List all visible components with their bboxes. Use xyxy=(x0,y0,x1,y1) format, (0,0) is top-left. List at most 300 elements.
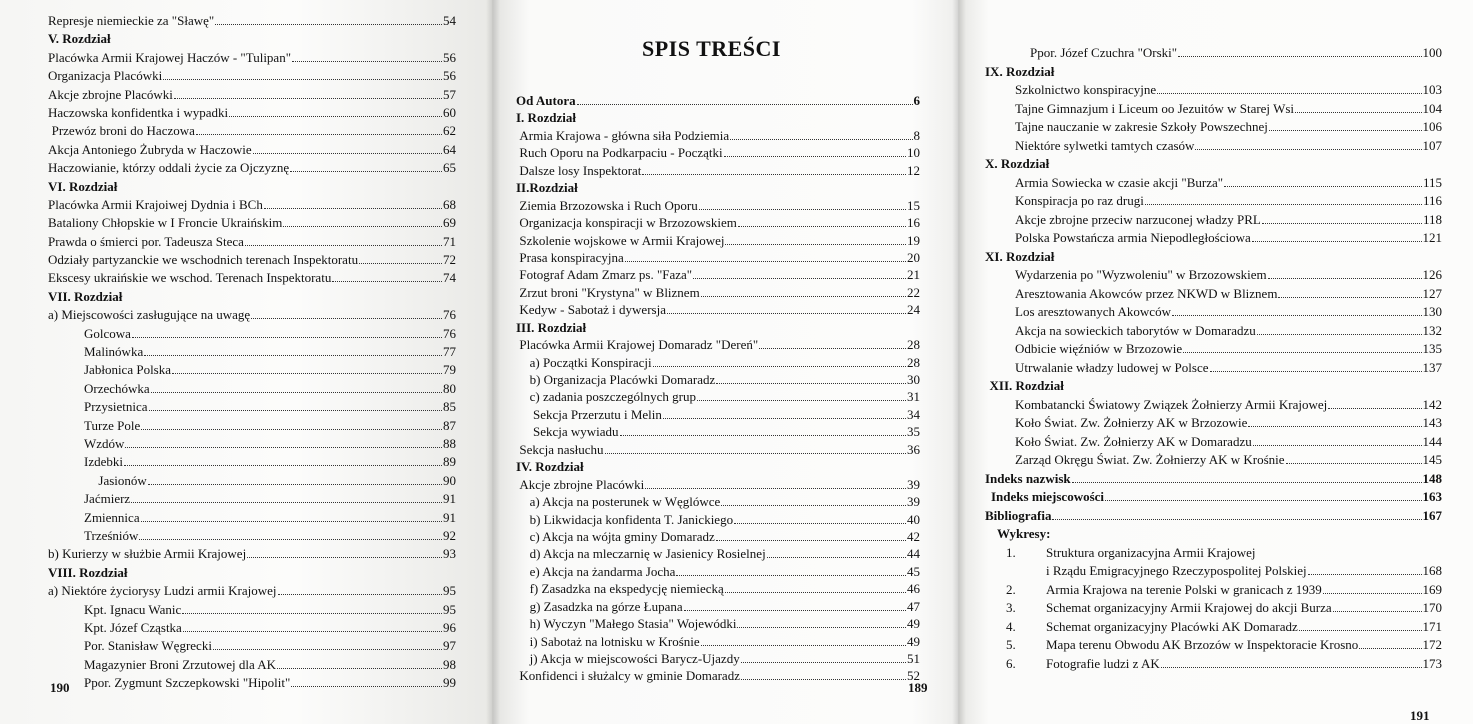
toc-entry-page: 10 xyxy=(907,145,920,161)
toc-entry xyxy=(48,398,456,416)
toc-entry xyxy=(48,343,456,361)
toc-dot-leader xyxy=(141,520,442,522)
toc-dot-leader xyxy=(1157,92,1421,94)
toc-list-right xyxy=(985,44,1442,673)
toc-entry-page: 76 xyxy=(443,325,456,341)
toc-entry-title: III. Rozdział xyxy=(516,319,587,335)
toc-entry xyxy=(985,118,1442,137)
toc-heading xyxy=(985,488,1442,507)
toc-dot-leader xyxy=(245,244,442,246)
toc-entry xyxy=(516,563,920,580)
toc-entry-title: Akcje zbrojne Placówki xyxy=(519,476,645,492)
toc-dot-leader xyxy=(1145,203,1422,205)
toc-entry-page: 40 xyxy=(907,511,920,527)
toc-dot-leader xyxy=(605,452,906,454)
toc-list-left xyxy=(48,12,456,692)
toc-entry xyxy=(985,192,1442,211)
toc-entry-title: Akcje zbrojne Placówki xyxy=(48,86,173,102)
toc-entry-page: 28 xyxy=(907,337,920,353)
toc-entry-page: 97 xyxy=(443,638,456,654)
toc-dot-leader xyxy=(125,446,442,448)
toc-entry-title: Akcja Antoniego Żubryda w Haczowie xyxy=(48,141,252,157)
toc-dot-leader xyxy=(332,280,442,282)
toc-dot-leader xyxy=(716,539,906,541)
toc-entry xyxy=(48,196,456,214)
toc-entry xyxy=(985,303,1442,322)
toc-dot-leader xyxy=(1248,425,1421,427)
toc-entry-title: Konfidenci i służalcy w gminie Domaradz xyxy=(519,668,740,684)
toc-dot-leader xyxy=(667,312,906,314)
toc-entry-page: 16 xyxy=(907,215,920,231)
toc-dot-leader xyxy=(1195,148,1421,150)
toc-entry-page: 49 xyxy=(907,616,920,632)
toc-entry xyxy=(516,476,920,493)
toc-dot-leader xyxy=(734,522,906,524)
toc-entry xyxy=(985,618,1442,637)
toc-dot-leader xyxy=(730,138,912,140)
toc-entry xyxy=(48,159,456,177)
toc-entry-page: 115 xyxy=(1422,174,1442,190)
toc-entry-title: Sekcja nasłuchu xyxy=(519,441,604,457)
toc-entry xyxy=(48,435,456,453)
toc-entry-title: Wykresy: xyxy=(997,526,1051,541)
toc-entry-title: Sekcja wywiadu xyxy=(533,424,619,440)
toc-heading xyxy=(985,63,1442,82)
toc-entry-page: 69 xyxy=(443,215,456,231)
toc-entry-page: 77 xyxy=(443,344,456,360)
toc-entry xyxy=(48,86,456,104)
toc-entry-title: Jasionów xyxy=(98,472,147,488)
toc-entry-title: b) Organizacja Placówki Domaradz xyxy=(529,372,716,387)
toc-dot-leader xyxy=(124,464,442,466)
toc-entry xyxy=(48,674,456,692)
toc-entry-page: 104 xyxy=(1422,100,1442,116)
toc-entry-title: Ppor. Józef Czuchra "Orski" xyxy=(1030,45,1178,60)
toc-entry-page: 96 xyxy=(443,619,456,635)
toc-entry xyxy=(516,232,920,249)
toc-entry-page: 64 xyxy=(443,141,456,157)
toc-entry-title: Bataliony Chłopskie w I Froncie Ukraińskim xyxy=(48,215,283,231)
toc-entry-title: V. Rozdział xyxy=(48,31,111,47)
toc-entry-page: 72 xyxy=(443,252,456,268)
toc-entry-title: Ruch Oporu na Podkarpaciu - Początki xyxy=(519,145,723,161)
toc-dot-leader xyxy=(1323,592,1422,594)
toc-entry-title: Orzechówka xyxy=(84,380,150,396)
toc-entry-title: Golcowa xyxy=(84,325,131,341)
toc-entry-title: Mapa terenu Obwodu AK Brzozów w Inspektoracie Krosno xyxy=(1046,637,1359,652)
toc-entry-title: Indeks miejscowości xyxy=(991,489,1105,504)
toc-entry-title: Ppor. Zygmunt Szczepkowski "Hipolit" xyxy=(84,675,291,691)
toc-dot-leader xyxy=(1172,314,1422,316)
toc-entry xyxy=(516,493,920,510)
toc-dot-leader xyxy=(141,428,442,430)
toc-entry xyxy=(48,67,456,85)
toc-entry xyxy=(985,322,1442,341)
toc-dot-leader xyxy=(1052,518,1421,520)
toc-dot-leader xyxy=(737,626,906,628)
toc-entry-page: 170 xyxy=(1422,600,1442,615)
toc-entry-title: Trześniów xyxy=(84,527,139,543)
toc-entry-title: Placówka Armii Krajowej Haczów - "Tulipan" xyxy=(48,49,292,65)
toc-entry xyxy=(48,104,456,122)
toc-entry-title: Polska Powstańcza armia Niepodległościowa xyxy=(1015,230,1251,245)
toc-entry xyxy=(516,371,920,388)
toc-entry xyxy=(48,509,456,527)
toc-dot-leader xyxy=(738,225,906,227)
toc-entry-title: Od Autora xyxy=(516,93,576,108)
toc-entry xyxy=(48,453,456,471)
toc-entry-page: 127 xyxy=(1422,285,1442,301)
toc-entry-title: Turze Pole xyxy=(84,417,141,433)
toc-entry xyxy=(48,601,456,619)
toc-dot-leader xyxy=(290,170,442,172)
toc-entry-page: 76 xyxy=(443,307,456,323)
toc-entry xyxy=(985,451,1442,470)
toc-entry-page: 65 xyxy=(443,160,456,176)
toc-entry-page: 28 xyxy=(907,354,920,370)
toc-entry-page: 71 xyxy=(443,233,456,249)
toc-entry-title: Utrwalanie władzy ludowej w Polsce xyxy=(1015,359,1209,375)
toc-dot-leader xyxy=(1286,462,1422,464)
toc-entry xyxy=(48,122,456,140)
toc-heading xyxy=(985,525,1442,544)
left-page-190 xyxy=(0,0,492,724)
toc-list-center xyxy=(516,92,920,685)
toc-entry-title: a) Akcja na posterunek w Węglówce xyxy=(529,494,721,510)
toc-entry-number: 2. xyxy=(1006,581,1016,597)
toc-dot-leader xyxy=(1257,333,1422,335)
toc-entry xyxy=(985,359,1442,378)
toc-entry-title: Struktura organizacyjna Armii Krajowej xyxy=(1046,544,1256,560)
toc-dot-leader xyxy=(1299,629,1422,631)
toc-entry-title: VIII. Rozdział xyxy=(48,564,128,580)
toc-entry-title: Fotograf Adam Zmarz ps. "Faza" xyxy=(519,267,693,283)
toc-entry-title: Placówka Armii Krajoiwej Dydnia i BCh xyxy=(48,196,263,212)
toc-entry xyxy=(985,229,1442,248)
toc-entry-page: 98 xyxy=(443,656,456,672)
toc-entry-page: 54 xyxy=(443,13,456,28)
toc-heading xyxy=(985,507,1442,526)
toc-entry-title: XI. Rozdział xyxy=(985,248,1055,264)
toc-dot-leader xyxy=(1359,647,1421,649)
toc-entry-page: 95 xyxy=(443,583,456,599)
toc-entry xyxy=(985,433,1442,452)
toc-dot-leader xyxy=(1161,666,1422,668)
toc-entry xyxy=(48,306,456,324)
toc-entry-number: 1. xyxy=(1006,544,1016,560)
toc-entry xyxy=(48,12,456,30)
toc-entry-page: 56 xyxy=(443,49,456,65)
toc-dot-leader xyxy=(292,60,442,62)
toc-entry xyxy=(48,49,456,67)
toc-entry xyxy=(516,615,920,632)
toc-entry-page: 144 xyxy=(1422,433,1442,449)
toc-dot-leader xyxy=(183,630,442,632)
toc-dot-leader xyxy=(163,78,442,80)
page-number-left: 190 xyxy=(50,680,70,695)
toc-entry xyxy=(516,354,920,371)
toc-entry-page: 167 xyxy=(1422,507,1442,523)
toc-entry-page: 60 xyxy=(443,104,456,120)
toc-heading xyxy=(48,288,456,306)
toc-entry-page: 95 xyxy=(443,601,456,617)
toc-entry-page: 172 xyxy=(1422,637,1442,652)
toc-heading xyxy=(516,179,920,196)
toc-entry-title: b) Kurierzy w służbie Armii Krajowej xyxy=(48,546,247,562)
toc-entry-page: 121 xyxy=(1422,230,1442,245)
toc-entry-page: 51 xyxy=(907,651,920,666)
toc-entry-title: Kombatancki Światowy Związek Żołnierzy Armii Krajowej xyxy=(1015,396,1328,412)
toc-entry xyxy=(516,144,920,161)
toc-entry-page: 36 xyxy=(907,441,920,457)
toc-dot-leader xyxy=(724,155,906,157)
page-number-center: 189 xyxy=(908,680,928,695)
toc-dot-leader xyxy=(144,354,442,356)
toc-entry-title: Prasa konspiracyjna xyxy=(519,249,624,265)
toc-dot-leader xyxy=(264,207,442,209)
toc-entry-title: II.Rozdział xyxy=(516,180,578,196)
toc-entry-page: 68 xyxy=(443,196,456,212)
toc-dot-leader xyxy=(1252,240,1422,242)
toc-entry-title: i Rządu Emigracyjnego Rzeczypospolitej Polskiej xyxy=(1046,563,1307,578)
toc-dot-leader xyxy=(1333,610,1422,612)
toc-entry xyxy=(516,650,920,667)
toc-entry-page: 39 xyxy=(907,476,920,492)
toc-entry-page: 12 xyxy=(907,162,920,178)
toc-heading xyxy=(985,155,1442,174)
toc-entry xyxy=(516,598,920,615)
toc-entry-title: Placówka Armii Krajowej Domaradz "Dereń" xyxy=(519,337,759,353)
toc-dot-leader xyxy=(699,208,906,210)
toc-entry-title: a) Miejscowości zasługujące na uwagę xyxy=(48,307,251,323)
toc-dot-leader xyxy=(620,434,906,436)
toc-entry-title: Szkolnictwo konspiracyjne xyxy=(1015,82,1157,97)
toc-dot-leader xyxy=(213,648,442,650)
toc-entry xyxy=(516,336,920,353)
toc-entry-title: Armia Krajowa na terenie Polski w granicach z 1939 xyxy=(1046,581,1322,597)
toc-entry xyxy=(516,162,920,179)
toc-entry xyxy=(516,249,920,266)
toc-entry-page: 130 xyxy=(1422,304,1442,319)
toc-entry-page: 57 xyxy=(443,86,456,102)
toc-entry-title: Los aresztowanych Akowców xyxy=(1015,304,1171,319)
toc-dot-leader xyxy=(701,295,906,297)
toc-entry-page: 92 xyxy=(443,527,456,543)
toc-entry xyxy=(48,417,456,435)
toc-entry xyxy=(516,197,920,214)
toc-entry-page: 31 xyxy=(907,389,920,405)
toc-entry-page: 39 xyxy=(907,494,920,510)
toc-entry xyxy=(516,127,920,144)
toc-dot-leader xyxy=(676,574,906,576)
toc-entry-page: 91 xyxy=(443,509,456,525)
toc-heading xyxy=(516,319,920,336)
toc-dot-leader xyxy=(693,277,906,279)
toc-dot-leader xyxy=(725,243,906,245)
toc-entry-page: 35 xyxy=(907,424,920,440)
toc-entry-page: 171 xyxy=(1422,618,1442,634)
toc-dot-leader xyxy=(1268,277,1422,279)
toc-entry-page: 103 xyxy=(1422,82,1442,97)
toc-entry-title: Koło Świat. Zw. Żołnierzy AK w Brzozowie xyxy=(1015,415,1248,430)
toc-entry-title: VII. Rozdział xyxy=(48,288,123,304)
toc-dot-leader xyxy=(1262,222,1422,224)
toc-dot-leader xyxy=(625,260,906,262)
toc-entry-title: h) Wyczyn "Małego Stasia" Wojewódki xyxy=(529,616,737,632)
toc-entry xyxy=(48,527,456,545)
toc-dot-leader xyxy=(253,152,442,154)
toc-dot-leader xyxy=(151,391,442,393)
toc-dot-leader xyxy=(291,685,442,687)
toc-entry-page: 24 xyxy=(907,302,920,318)
toc-entry xyxy=(516,441,920,458)
toc-dot-leader xyxy=(759,347,906,349)
toc-dot-leader xyxy=(1328,407,1421,409)
toc-entry xyxy=(985,655,1442,674)
toc-entry-page: 126 xyxy=(1422,267,1442,282)
toc-entry xyxy=(516,528,920,545)
toc-entry-page: 148 xyxy=(1422,470,1442,486)
toc-entry xyxy=(985,396,1442,415)
toc-dot-leader xyxy=(283,225,442,227)
toc-entry-title: Kedyw - Sabotaż i dywersja xyxy=(519,302,666,318)
toc-entry-page: 56 xyxy=(443,68,456,84)
toc-entry-title: Indeks nazwisk xyxy=(985,470,1071,486)
toc-entry-number: 4. xyxy=(1006,618,1016,634)
right-page-191 xyxy=(958,0,1473,724)
toc-dot-leader xyxy=(172,372,442,374)
toc-entry-title: Akcja na sowieckich taborytów w Domaradzu xyxy=(1015,322,1256,338)
toc-dot-leader xyxy=(196,133,442,135)
toc-entry-title: Organizacja Placówki xyxy=(48,68,163,84)
toc-entry xyxy=(48,141,456,159)
toc-entry-title: g) Zasadzka na górze Łupana xyxy=(529,598,683,614)
toc-dot-leader xyxy=(1295,111,1421,113)
toc-entry-page: 21 xyxy=(907,267,920,283)
toc-entry-title: Aresztowania Akowców przez NKWD w Bliznem xyxy=(1015,285,1278,301)
toc-entry xyxy=(516,667,920,684)
toc-entry-page: 143 xyxy=(1422,415,1442,430)
toc-entry xyxy=(985,581,1442,600)
toc-entry-title: Zmiennica xyxy=(84,509,140,525)
toc-entry xyxy=(48,472,456,490)
toc-entry-title: Represje niemieckie za "Sławę" xyxy=(48,13,215,28)
toc-entry-title: Malinówka xyxy=(84,344,144,360)
toc-entry-page: 173 xyxy=(1422,655,1442,671)
toc-entry-title: Zrzut broni "Krystyna" w Bliznem xyxy=(519,284,700,300)
toc-dot-leader xyxy=(1308,573,1422,575)
toc-entry-title: Armia Krajowa - główna siła Podziemia xyxy=(519,127,730,143)
toc-entry xyxy=(48,380,456,398)
toc-dot-leader xyxy=(251,317,442,319)
toc-entry xyxy=(985,211,1442,230)
toc-entry-page: 79 xyxy=(443,362,456,378)
toc-entry-page: 30 xyxy=(907,372,920,387)
toc-dot-leader xyxy=(131,501,442,503)
toc-entry xyxy=(48,637,456,655)
toc-entry-page: 42 xyxy=(907,528,920,544)
page-title: SPIS TREŚCI xyxy=(642,36,781,61)
toc-entry-title: f) Zasadzka na ekspedycję niemiecką xyxy=(529,581,724,597)
toc-entry-title: Dalsze losy Inspektorat xyxy=(519,162,642,178)
toc-entry-title: Odziały partyzanckie we wschodnich terenach Inspektoratu xyxy=(48,252,359,268)
toc-entry xyxy=(985,44,1442,63)
toc-dot-leader xyxy=(767,556,906,558)
toc-entry-title: Armia Sowiecka w czasie akcji "Burza" xyxy=(1015,174,1224,190)
toc-dot-leader xyxy=(1253,444,1422,446)
toc-entry-title: Izdebki xyxy=(84,454,123,470)
toc-heading xyxy=(985,377,1442,396)
toc-entry-title: Magazynier Broni Zrzutowej dla AK xyxy=(84,656,277,672)
toc-heading xyxy=(48,564,456,582)
toc-entry xyxy=(516,580,920,597)
center-page-189 xyxy=(492,0,958,724)
toc-entry-title: b) Likwidacja konfidenta T. Janickiego xyxy=(529,511,734,527)
toc-entry-title: Haczowianie, którzy oddali życie za Ojczyznę xyxy=(48,160,290,176)
toc-entry xyxy=(985,81,1442,100)
toc-entry-page: 142 xyxy=(1422,396,1442,412)
toc-entry-page: 85 xyxy=(443,399,456,415)
toc-entry-number: 6. xyxy=(1006,655,1016,671)
toc-dot-leader xyxy=(247,556,442,558)
toc-entry-title: Kpt. Ignacu Wanic xyxy=(84,601,182,617)
toc-entry-title: Kpt. Józef Cząstka xyxy=(84,619,182,635)
toc-dot-leader xyxy=(684,609,906,611)
toc-dot-leader xyxy=(182,612,442,614)
toc-entry xyxy=(985,562,1442,581)
toc-entry-page: 169 xyxy=(1422,581,1442,597)
toc-dot-leader xyxy=(174,97,442,99)
toc-entry xyxy=(516,266,920,283)
toc-entry xyxy=(985,266,1442,285)
toc-entry-title: a) Niektóre życiorysy Ludzi armii Krajowej xyxy=(48,583,277,599)
toc-entry xyxy=(48,545,456,563)
toc-entry-page: 62 xyxy=(443,123,456,139)
toc-entry-page: 46 xyxy=(907,581,920,597)
toc-entry-title: Sekcja Przerzutu i Melin xyxy=(533,406,662,422)
toc-entry xyxy=(48,325,456,343)
page-number-right: 191 xyxy=(1410,708,1430,723)
toc-entry-page: 74 xyxy=(443,270,456,286)
toc-dot-leader xyxy=(1224,185,1422,187)
toc-entry-title: Niektóre sylwetki tamtych czasów xyxy=(1015,137,1195,153)
toc-entry-page: 145 xyxy=(1422,452,1442,467)
toc-dot-leader xyxy=(359,262,442,264)
toc-entry-title: j) Akcja w miejscowości Barycz-Ujazdy xyxy=(529,651,740,666)
toc-dot-leader xyxy=(277,667,442,669)
toc-dot-leader xyxy=(229,115,442,117)
toc-entry xyxy=(985,100,1442,119)
toc-dot-leader xyxy=(577,103,913,105)
toc-entry-page: 87 xyxy=(443,417,456,433)
toc-entry-title: Konspiracja po raz drugi xyxy=(1015,193,1144,208)
toc-entry-page: 20 xyxy=(907,249,920,265)
toc-entry xyxy=(48,269,456,287)
toc-entry-title: Zarząd Okręgu Świat. Zw. Żołnierzy AK w Krośnie xyxy=(1015,452,1285,467)
toc-entry xyxy=(516,214,920,231)
toc-entry-title: VI. Rozdział xyxy=(48,178,118,194)
toc-entry-page: 22 xyxy=(907,284,920,300)
toc-entry-title: a) Początki Konspiracji xyxy=(529,354,652,370)
toc-entry-title: Akcje zbrojne przeciw narzuconej władzy PRL xyxy=(1015,211,1261,227)
toc-entry-title: Wzdów xyxy=(84,435,125,451)
toc-entry-page: 52 xyxy=(907,668,920,684)
toc-dot-leader xyxy=(1105,499,1421,501)
toc-entry-page: 100 xyxy=(1422,45,1442,60)
toc-entry-title: Odbicie więźniów w Brzozowie xyxy=(1015,341,1183,356)
toc-entry xyxy=(48,490,456,508)
toc-entry-title: IX. Rozdział xyxy=(985,63,1055,79)
